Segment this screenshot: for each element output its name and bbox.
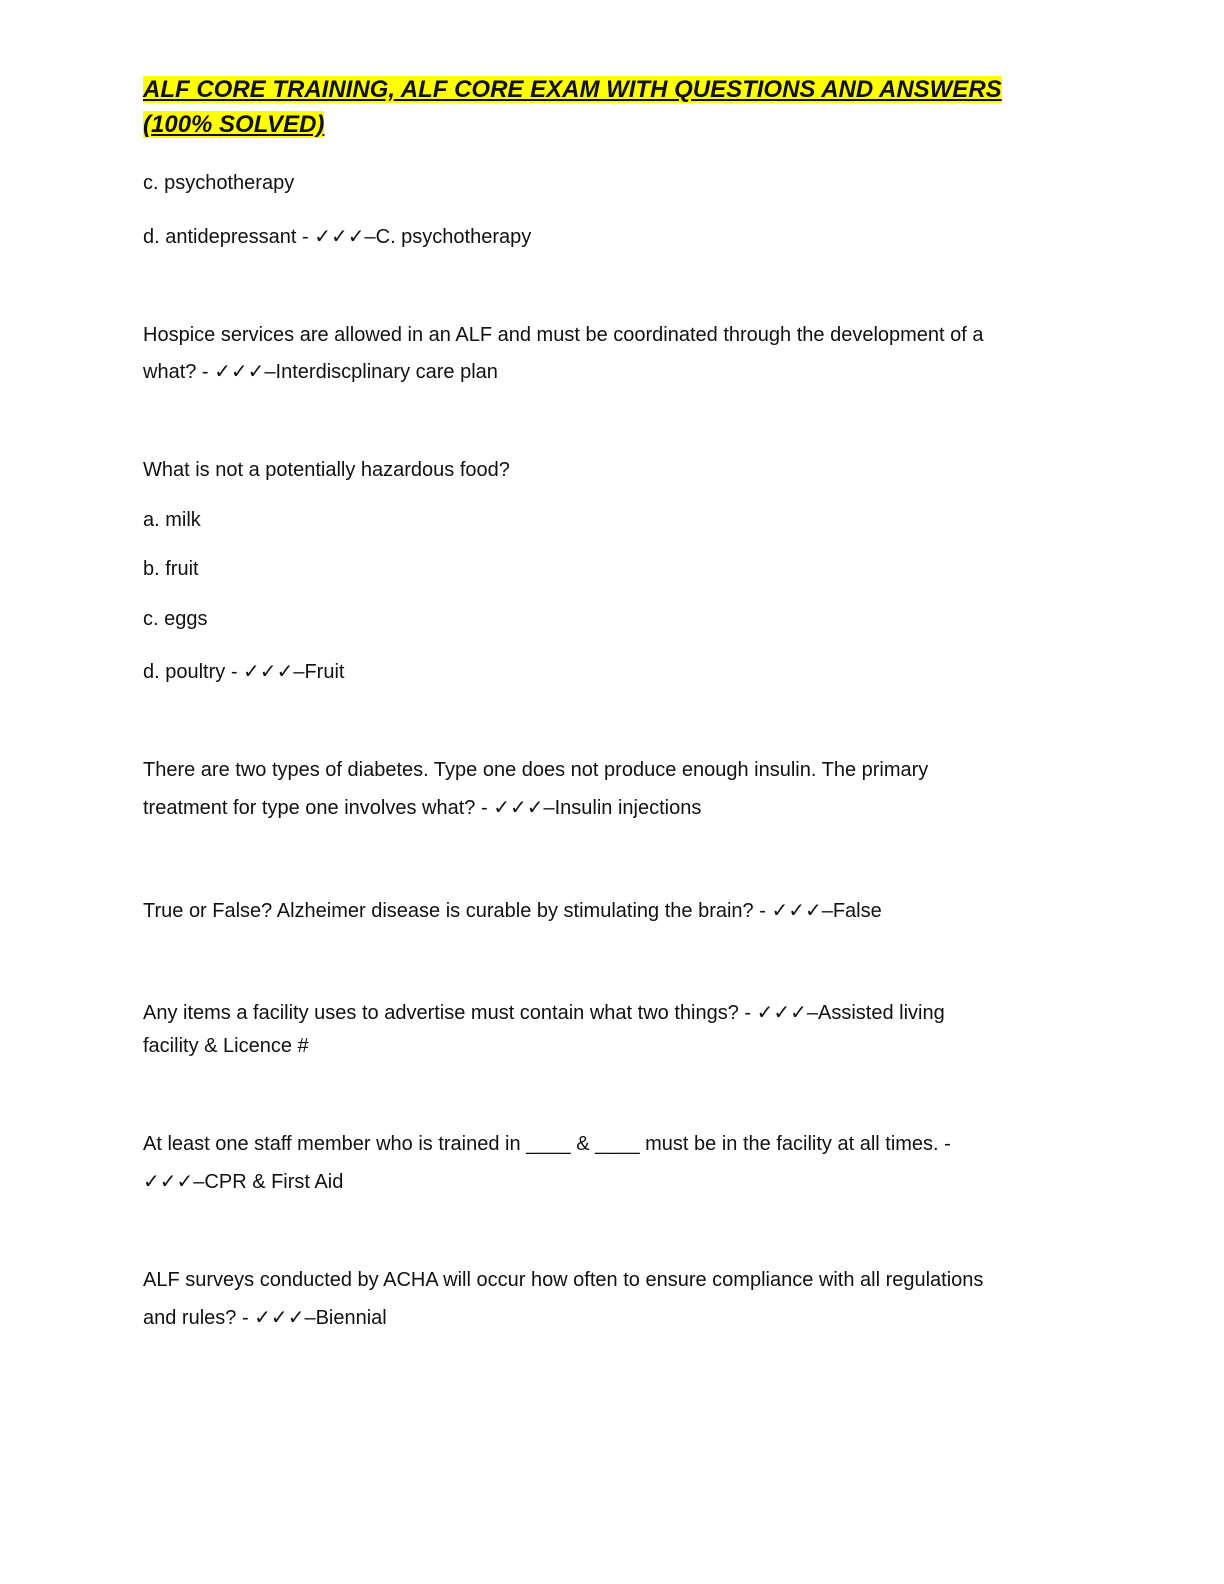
question-acha-surveys-answer: and rules? - ✓✓✓–Biennial: [143, 1305, 387, 1329]
answer-option-a: a. milk: [143, 509, 201, 531]
question-hazardous-food: What is not a potentially hazardous food?: [143, 459, 510, 481]
question-staff-training-answer: ✓✓✓–CPR & First Aid: [143, 1169, 344, 1193]
question-diabetes-answer: treatment for type one involves what? - ✓✓✓–Insulin injections: [143, 795, 702, 819]
answer-option-b: b. fruit: [143, 558, 199, 580]
answer-option-d-with-answer: d. poultry - ✓✓✓–Fruit: [143, 659, 345, 683]
check-marks-icon: ✓✓✓: [214, 359, 265, 383]
check-marks-icon: ✓✓✓: [756, 1000, 807, 1024]
answer-option-c: c. psychotherapy: [143, 172, 295, 194]
answer-option-c: c. eggs: [143, 608, 208, 630]
question-acha-surveys: ALF surveys conducted by ACHA will occur how often to ensure compliance with all regulations: [143, 1269, 984, 1291]
question-diabetes: There are two types of diabetes. Type one does not produce enough insulin. The primary: [143, 759, 929, 781]
question-hospice: Hospice services are allowed in an ALF and must be coordinated through the development of a: [143, 324, 984, 346]
check-marks-icon: ✓✓✓: [493, 795, 544, 819]
question-advertise-answer-cont: facility & Licence #: [143, 1035, 309, 1057]
check-marks-icon: ✓✓✓: [243, 659, 294, 683]
question-alzheimer: True or False? Alzheimer disease is curable by stimulating the brain? - ✓✓✓–False: [143, 898, 882, 922]
question-hospice-answer: what? - ✓✓✓–Interdiscplinary care plan: [143, 359, 498, 383]
document-title: [143, 72, 1073, 142]
check-marks-icon: ✓✓✓: [314, 224, 365, 248]
check-marks-icon: ✓✓✓: [143, 1169, 194, 1193]
check-marks-icon: ✓✓✓: [771, 898, 822, 922]
answer-option-d-with-answer: d. antidepressant - ✓✓✓–C. psychotherapy: [143, 224, 532, 248]
question-staff-training: At least one staff member who is trained in ____ & ____ must be in the facility at all times. -: [143, 1133, 951, 1155]
check-marks-icon: ✓✓✓: [254, 1305, 305, 1329]
question-advertise: Any items a facility uses to advertise must contain what two things? - ✓✓✓–Assisted living: [143, 1000, 945, 1024]
title-highlight: ALF CORE TRAINING, ALF CORE EXAM WITH QUESTIONS AND ANSWERS (100% SOLVED): [143, 76, 1002, 138]
